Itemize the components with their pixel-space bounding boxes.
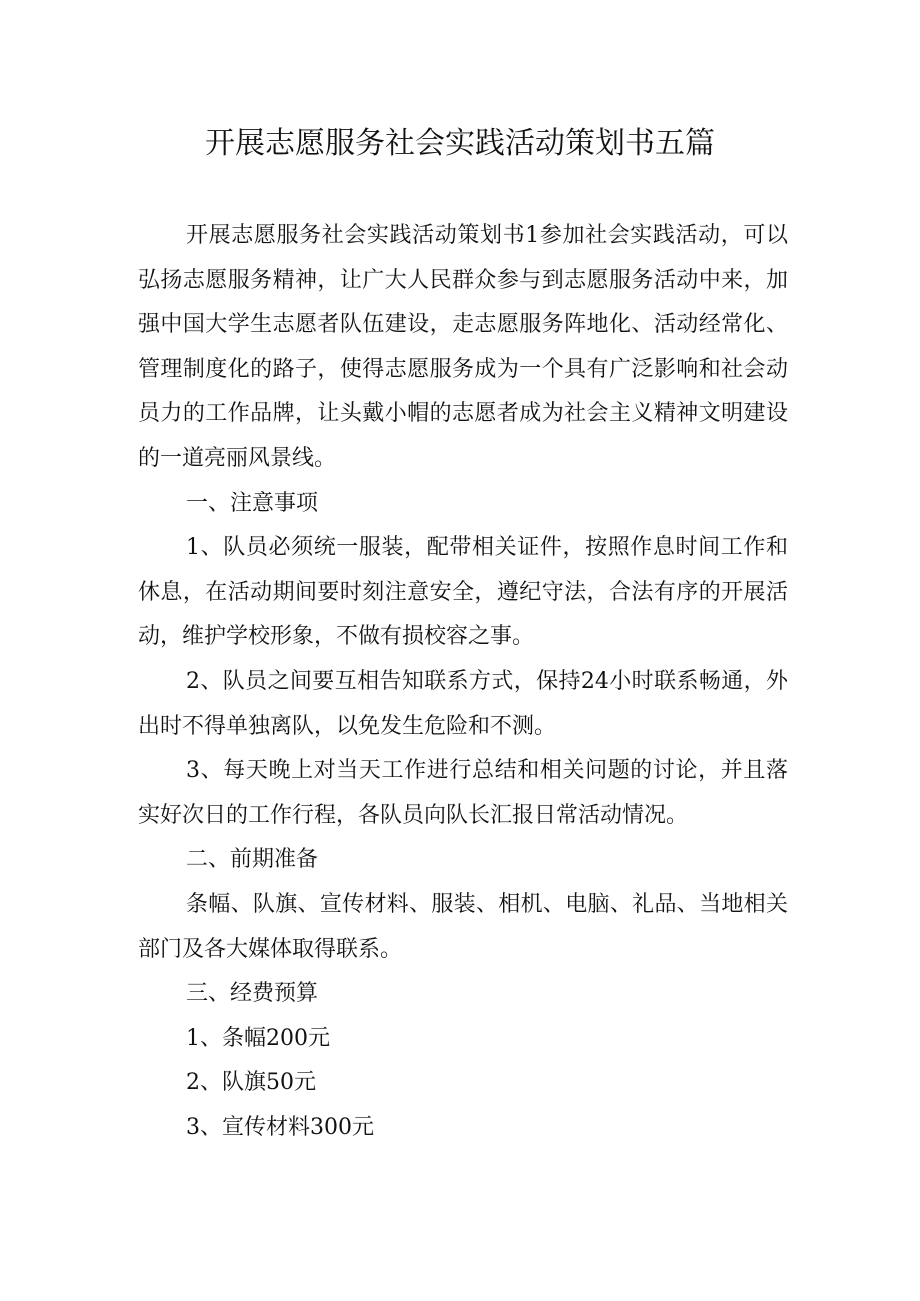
budget-item-2: 2、队旗50元 bbox=[186, 1070, 316, 1096]
section-heading-preparation: 二、前期准备 bbox=[186, 847, 319, 873]
document-title: 开展志愿服务社会实践活动策划书五篇 bbox=[205, 126, 715, 161]
section-heading-budget: 三、经费预算 bbox=[186, 981, 319, 1007]
budget-item-3: 3、宣传材料300元 bbox=[186, 1114, 374, 1140]
preparation-paragraph: 条幅、队旗、宣传材料、服装、相机、电脑、礼品、当地相关部门及各大媒体取得联系。 bbox=[138, 891, 788, 962]
section-heading-notes: 一、注意事项 bbox=[186, 490, 319, 516]
intro-paragraph: 开展志愿服务社会实践活动策划书1参加社会实践活动，可以弘扬志愿服务精神，让广大人民群众参与到志愿服务活动中来，加强中国大学生志愿者队伍建设，走志愿服务阵地化、活动经常化、管理制度化的路子，使得志愿服务成为一个具有广泛影响和社会动员力的工作品牌，让头戴小帽的志愿者成为社会主义精神文明建设的一道亮丽风景线。 bbox=[138, 223, 788, 471]
notes-item-3: 3、每天晚上对当天工作进行总结和相关问题的讨论，并且落实好次日的工作行程，各队员向队长汇报日常活动情况。 bbox=[138, 758, 788, 828]
document-body bbox=[138, 214, 788, 1150]
notes-item-2: 2、队员之间要互相告知联系方式，保持24小时联系畅通，外出时不得单独离队，以免发生危险和不测。 bbox=[138, 668, 788, 739]
budget-item-1: 1、条幅200元 bbox=[186, 1025, 330, 1051]
notes-item-1: 1、队员必须统一服装，配带相关证件，按照作息时间工作和休息，在活动期间要时刻注意安全，遵纪守法，合法有序的开展活动，维护学校形象，不做有损校容之事。 bbox=[138, 535, 788, 650]
